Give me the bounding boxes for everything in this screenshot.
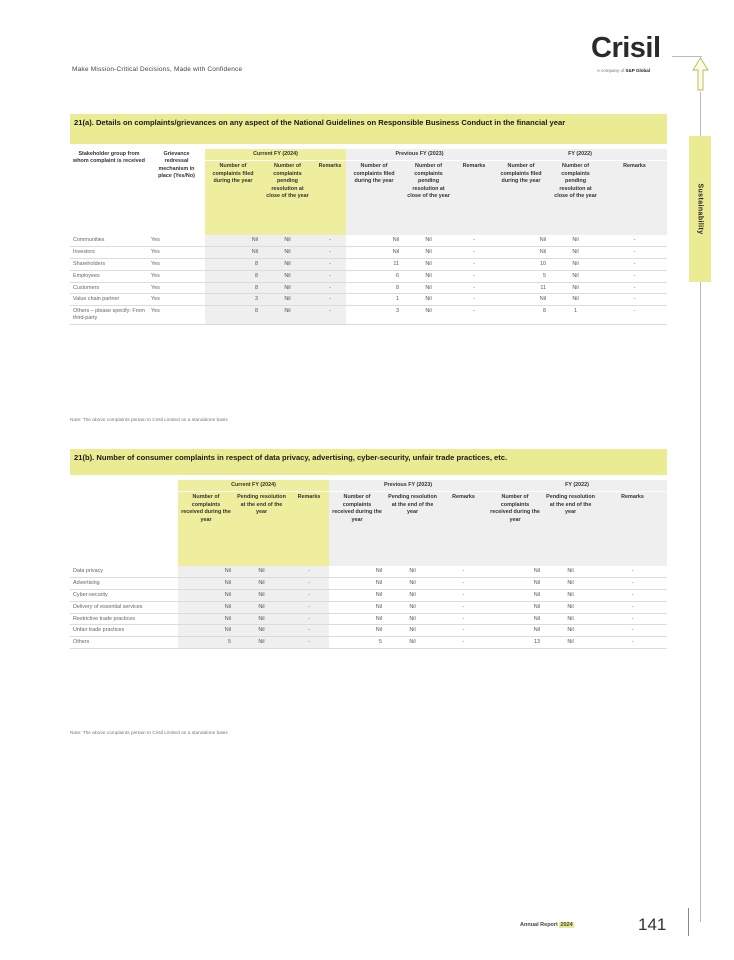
value-cell: Nil <box>261 294 314 306</box>
col-remarks: Remarks <box>314 161 346 235</box>
col-remarks: Remarks <box>455 161 493 235</box>
crisil-logo: Crisil <box>591 32 661 64</box>
value-cell: Nil <box>493 235 549 247</box>
table-row <box>70 235 667 247</box>
value-cell: Nil <box>234 590 289 602</box>
table-row <box>70 306 667 325</box>
value-cell: Nil <box>234 566 289 578</box>
row-label: Others – please specify: From third-party <box>70 306 148 325</box>
col-category <box>70 480 178 566</box>
footer-year: 2024 <box>560 922 573 928</box>
remarks-cell: - <box>598 566 667 578</box>
footer-rule <box>688 908 689 936</box>
remarks-cell: - <box>598 637 667 649</box>
value-cell: Nil <box>487 578 543 590</box>
remarks-cell: - <box>455 282 493 294</box>
row-label: Customers <box>70 282 148 294</box>
value-cell: 3 <box>346 306 402 325</box>
table-row <box>70 601 667 613</box>
table-row <box>70 270 667 282</box>
value-cell: Nil <box>178 578 234 590</box>
value-cell: 5 <box>178 637 234 649</box>
value-cell: Nil <box>261 270 314 282</box>
value-cell: Nil <box>543 613 598 625</box>
value-cell: Nil <box>178 601 234 613</box>
page-number: 141 <box>638 915 667 934</box>
value-cell: Nil <box>329 613 385 625</box>
logo-subtitle <box>597 68 650 73</box>
value-cell: Nil <box>329 590 385 602</box>
value-cell: Nil <box>385 625 440 637</box>
remarks-cell: - <box>602 247 667 259</box>
value-cell: 11 <box>346 259 402 271</box>
table-row <box>70 613 667 625</box>
value-cell: Nil <box>385 566 440 578</box>
row-label: Investors <box>70 247 148 259</box>
section-21a-note: Note: The above complaints pertain to Crisil Limited on a standalone basis <box>70 418 228 423</box>
row-label: Employees <box>70 270 148 282</box>
remarks-cell: - <box>314 294 346 306</box>
value-cell: 8 <box>205 259 261 271</box>
value-cell: 3 <box>205 294 261 306</box>
sidebar-line <box>700 92 701 136</box>
remarks-cell: - <box>440 578 487 590</box>
period-previous: Previous FY (2023) <box>346 149 493 161</box>
sidebar-tab-label: Sustainability <box>696 183 704 235</box>
remarks-cell: - <box>289 625 329 637</box>
value-cell: Nil <box>402 247 455 259</box>
logo-sub-brand: S&P Global <box>625 68 650 73</box>
remarks-cell: - <box>602 270 667 282</box>
row-label: Delivery of essential services <box>70 601 178 613</box>
value-cell: Nil <box>261 306 314 325</box>
col-stakeholder: Stakeholder group from whom complaint is received <box>70 149 148 235</box>
col-filed: Number of complaints filed during the year <box>346 161 402 235</box>
value-cell: 8 <box>493 306 549 325</box>
value-cell: Nil <box>549 294 602 306</box>
col-received: Number of complaints received during the year <box>329 492 385 566</box>
value-cell: Nil <box>487 613 543 625</box>
value-cell: Nil <box>549 247 602 259</box>
remarks-cell: - <box>289 566 329 578</box>
value-cell: Nil <box>543 637 598 649</box>
value-cell: Nil <box>402 259 455 271</box>
value-cell: Nil <box>178 590 234 602</box>
section-21b-heading: 21(b). Number of consumer complaints in respect of data privacy, advertising, cyber-security, unfair trade practices, etc. <box>70 449 667 475</box>
up-arrow-icon[interactable] <box>692 56 709 92</box>
remarks-cell: - <box>602 294 667 306</box>
value-cell: Nil <box>205 247 261 259</box>
value-cell: Nil <box>178 625 234 637</box>
value-cell: Nil <box>487 566 543 578</box>
value-cell: 1 <box>346 294 402 306</box>
mechanism-cell: Yes <box>148 270 205 282</box>
table-row <box>70 578 667 590</box>
remarks-cell: - <box>455 247 493 259</box>
remarks-cell: - <box>455 259 493 271</box>
value-cell: Nil <box>402 235 455 247</box>
table-row <box>70 637 667 649</box>
remarks-cell: - <box>289 637 329 649</box>
logo-sub-prefix: A company of <box>597 68 625 73</box>
period-previous: Previous FY (2023) <box>329 480 487 492</box>
value-cell: 8 <box>205 270 261 282</box>
col-remarks: Remarks <box>598 492 667 566</box>
value-cell: Nil <box>385 637 440 649</box>
value-cell: Nil <box>549 235 602 247</box>
remarks-cell: - <box>455 294 493 306</box>
col-pending: Pending resolution at the end of the year <box>234 492 289 566</box>
remarks-cell: - <box>598 613 667 625</box>
value-cell: Nil <box>543 625 598 637</box>
value-cell: 5 <box>493 270 549 282</box>
remarks-cell: - <box>289 590 329 602</box>
value-cell: Nil <box>346 247 402 259</box>
remarks-cell: - <box>602 259 667 271</box>
value-cell: Nil <box>205 235 261 247</box>
row-label: Others <box>70 637 178 649</box>
value-cell: Nil <box>329 578 385 590</box>
remarks-cell: - <box>602 235 667 247</box>
value-cell: 10 <box>493 259 549 271</box>
remarks-cell: - <box>440 566 487 578</box>
value-cell: Nil <box>385 613 440 625</box>
value-cell: 13 <box>487 637 543 649</box>
value-cell: Nil <box>385 578 440 590</box>
sidebar-tab-sustainability[interactable] <box>689 136 711 282</box>
value-cell: Nil <box>549 259 602 271</box>
mechanism-cell: Yes <box>148 247 205 259</box>
col-pending: Number of complaints pending resolution at close of the year <box>261 161 314 235</box>
remarks-cell: - <box>440 625 487 637</box>
value-cell: Nil <box>261 235 314 247</box>
value-cell: Nil <box>487 601 543 613</box>
section-21a-heading: 21(a). Details on complaints/grievances on any aspect of the National Guidelines on Responsible Business Conduct in the financial year <box>70 114 667 144</box>
col-pending: Number of complaints pending resolution at close of the year <box>402 161 455 235</box>
period-fy2022: FY (2022) <box>493 149 667 161</box>
remarks-cell: - <box>314 235 346 247</box>
value-cell: Nil <box>487 590 543 602</box>
header-tagline: Make Mission-Critical Decisions, Made with Confidence <box>72 66 243 73</box>
row-label: Shareholders <box>70 259 148 271</box>
remarks-cell: - <box>314 270 346 282</box>
col-remarks: Remarks <box>602 161 667 235</box>
value-cell: Nil <box>543 601 598 613</box>
section-21b-note: Note: The above complaints pertain to Crisil Limited on a standalone basis <box>70 731 228 736</box>
remarks-cell: - <box>455 306 493 325</box>
remarks-cell: - <box>440 637 487 649</box>
mechanism-cell: Yes <box>148 306 205 325</box>
row-label: Data privacy <box>70 566 178 578</box>
col-pending: Pending resolution at the end of the year <box>543 492 598 566</box>
value-cell: Nil <box>178 566 234 578</box>
value-cell: Nil <box>543 590 598 602</box>
value-cell: 5 <box>329 637 385 649</box>
value-cell: Nil <box>234 613 289 625</box>
remarks-cell: - <box>440 613 487 625</box>
col-remarks: Remarks <box>440 492 487 566</box>
value-cell: Nil <box>346 235 402 247</box>
value-cell: Nil <box>549 270 602 282</box>
remarks-cell: - <box>314 247 346 259</box>
value-cell: Nil <box>234 578 289 590</box>
mechanism-cell: Yes <box>148 294 205 306</box>
col-filed: Number of complaints filed during the year <box>493 161 549 235</box>
mechanism-cell: Yes <box>148 282 205 294</box>
value-cell: Nil <box>261 259 314 271</box>
remarks-cell: - <box>289 578 329 590</box>
remarks-cell: - <box>598 601 667 613</box>
remarks-cell: - <box>314 282 346 294</box>
value-cell: 8 <box>205 306 261 325</box>
value-cell: Nil <box>402 294 455 306</box>
table-row <box>70 282 667 294</box>
remarks-cell: - <box>440 590 487 602</box>
col-received: Number of complaints received during the year <box>487 492 543 566</box>
value-cell: 6 <box>346 270 402 282</box>
table-row <box>70 590 667 602</box>
row-label: Unfair trade practices <box>70 625 178 637</box>
value-cell: 11 <box>493 282 549 294</box>
value-cell: Nil <box>402 306 455 325</box>
value-cell: Nil <box>385 601 440 613</box>
value-cell: 1 <box>549 306 602 325</box>
footer-report: Annual Report <box>520 922 558 928</box>
remarks-cell: - <box>440 601 487 613</box>
col-received: Number of complaints received during the year <box>178 492 234 566</box>
remarks-cell: - <box>598 590 667 602</box>
value-cell: Nil <box>234 637 289 649</box>
table-row <box>70 247 667 259</box>
value-cell: Nil <box>543 566 598 578</box>
remarks-cell: - <box>602 306 667 325</box>
value-cell: Nil <box>549 282 602 294</box>
row-label: Restrictive trade practices <box>70 613 178 625</box>
remarks-cell: - <box>455 235 493 247</box>
table-row <box>70 294 667 306</box>
row-label: Communities <box>70 235 148 247</box>
table-row <box>70 566 667 578</box>
complaints-table <box>70 149 667 325</box>
value-cell: Nil <box>329 566 385 578</box>
remarks-cell: - <box>289 601 329 613</box>
value-cell: Nil <box>261 247 314 259</box>
value-cell: 8 <box>346 282 402 294</box>
value-cell: Nil <box>402 282 455 294</box>
value-cell: Nil <box>402 270 455 282</box>
mechanism-cell: Yes <box>148 235 205 247</box>
value-cell: Nil <box>234 601 289 613</box>
table-row <box>70 625 667 637</box>
row-label: Value chain partner <box>70 294 148 306</box>
col-filed: Number of complaints filed during the year <box>205 161 261 235</box>
value-cell: Nil <box>487 625 543 637</box>
consumer-complaints-table <box>70 480 667 649</box>
col-grievance: Grievance redressal mechanism in place (Yes/No) <box>148 149 205 235</box>
col-pending: Number of complaints pending resolution at close of the year <box>549 161 602 235</box>
value-cell: Nil <box>329 601 385 613</box>
col-remarks: Remarks <box>289 492 329 566</box>
remarks-cell: - <box>598 625 667 637</box>
col-pending: Pending resolution at the end of the year <box>385 492 440 566</box>
value-cell: Nil <box>543 578 598 590</box>
table-row <box>70 259 667 271</box>
value-cell: Nil <box>493 294 549 306</box>
value-cell: 8 <box>205 282 261 294</box>
value-cell: Nil <box>234 625 289 637</box>
mechanism-cell: Yes <box>148 259 205 271</box>
remarks-cell: - <box>598 578 667 590</box>
remarks-cell: - <box>314 259 346 271</box>
value-cell: Nil <box>329 625 385 637</box>
period-current: Current FY (2024) <box>178 480 329 492</box>
remarks-cell: - <box>602 282 667 294</box>
value-cell: Nil <box>261 282 314 294</box>
period-fy2022: FY (2022) <box>487 480 667 492</box>
value-cell: Nil <box>493 247 549 259</box>
footer-label <box>520 922 574 928</box>
remarks-cell: - <box>289 613 329 625</box>
period-current: Current FY (2024) <box>205 149 346 161</box>
remarks-cell: - <box>314 306 346 325</box>
remarks-cell: - <box>455 270 493 282</box>
value-cell: Nil <box>385 590 440 602</box>
sidebar-line <box>700 282 701 922</box>
row-label: Cyber-security <box>70 590 178 602</box>
value-cell: Nil <box>178 613 234 625</box>
row-label: Advertising <box>70 578 178 590</box>
